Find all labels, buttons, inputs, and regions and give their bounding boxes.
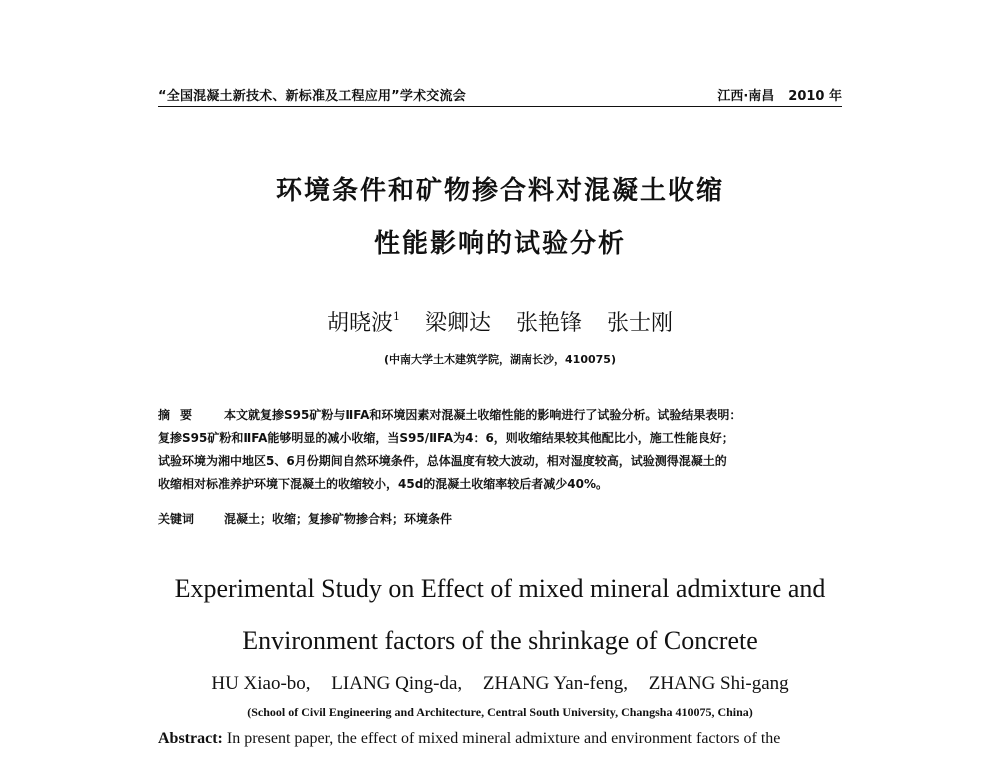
author-name: ZHANG Yan-feng, xyxy=(482,673,629,694)
chinese-abstract xyxy=(158,404,842,496)
keywords-text: 混凝土；收缩；复掺矿物掺合料；环境条件 xyxy=(224,512,453,526)
chinese-authors xyxy=(0,306,1000,337)
running-head xyxy=(158,85,842,107)
english-affiliation: (School of Civil Engineering and Architecture, Central South University, Changsha 410075, China) xyxy=(247,705,753,719)
abstract-line: 摘要 本文就复掺S95矿粉与ⅡFA和环境因素对混凝土收缩性能的影响进行了试验分析。试验结果表明： xyxy=(158,404,842,427)
author-name: ZHANG Shi-gang xyxy=(648,673,789,694)
abstract-text: In present paper, the effect of mixed mineral admixture and environment factors of the xyxy=(226,730,781,747)
conference-year: 2010 年 xyxy=(788,89,842,104)
abstract-line: 试验环境为湘中地区5、6月份期间自然环境条件，总体温度有较大波动，相对湿度较高，试验测得混凝土的 xyxy=(158,454,727,468)
author-name: LIANG Qing-da, xyxy=(331,673,463,694)
author-name: 张艳锋 xyxy=(516,311,583,336)
english-authors xyxy=(0,673,1000,695)
author-affiliation-mark: 1 xyxy=(392,310,400,323)
chinese-keywords xyxy=(158,510,842,527)
chinese-title-line-1: 环境条件和矿物掺合料对混凝土收缩 xyxy=(275,176,724,206)
author-name: 张士刚 xyxy=(607,311,674,336)
conference-place-date xyxy=(717,85,842,104)
author-name: 梁卿达 xyxy=(424,311,491,336)
abstract-line: 复掺S95矿粉和ⅡFA能够明显的减小收缩，当S95/ⅡFA为4：6，则收缩结果较其他配比小，施工性能良好； xyxy=(158,431,734,445)
english-abstract xyxy=(158,730,858,748)
abstract-label: 摘要 xyxy=(158,408,203,422)
abstract-label: Abstract: xyxy=(158,730,223,747)
conference-place: 江西·南昌 xyxy=(717,89,775,104)
header-rule xyxy=(158,106,842,107)
english-title-line-1: Experimental Study on Effect of mixed mineral admixture and xyxy=(174,574,826,603)
chinese-title-line-2: 性能影响的试验分析 xyxy=(373,229,626,259)
abstract-line: 收缩相对标准养护环境下混凝土的收缩较小，45d的混凝土收缩率较后者减少40%。 xyxy=(158,477,609,491)
english-title-line-2: Environment factors of the shrinkage of Concrete xyxy=(242,626,758,655)
chinese-affiliation: (中南大学土木建筑学院，湖南长沙，410075) xyxy=(384,353,616,366)
author-name: 胡晓波$^1$ xyxy=(326,310,400,336)
keywords-label: 关键词 xyxy=(158,512,195,526)
conference-name: “全国混凝土新技术、新标准及工程应用”学术交流会 xyxy=(158,89,466,104)
author-name: HU Xiao-bo, xyxy=(211,673,311,694)
